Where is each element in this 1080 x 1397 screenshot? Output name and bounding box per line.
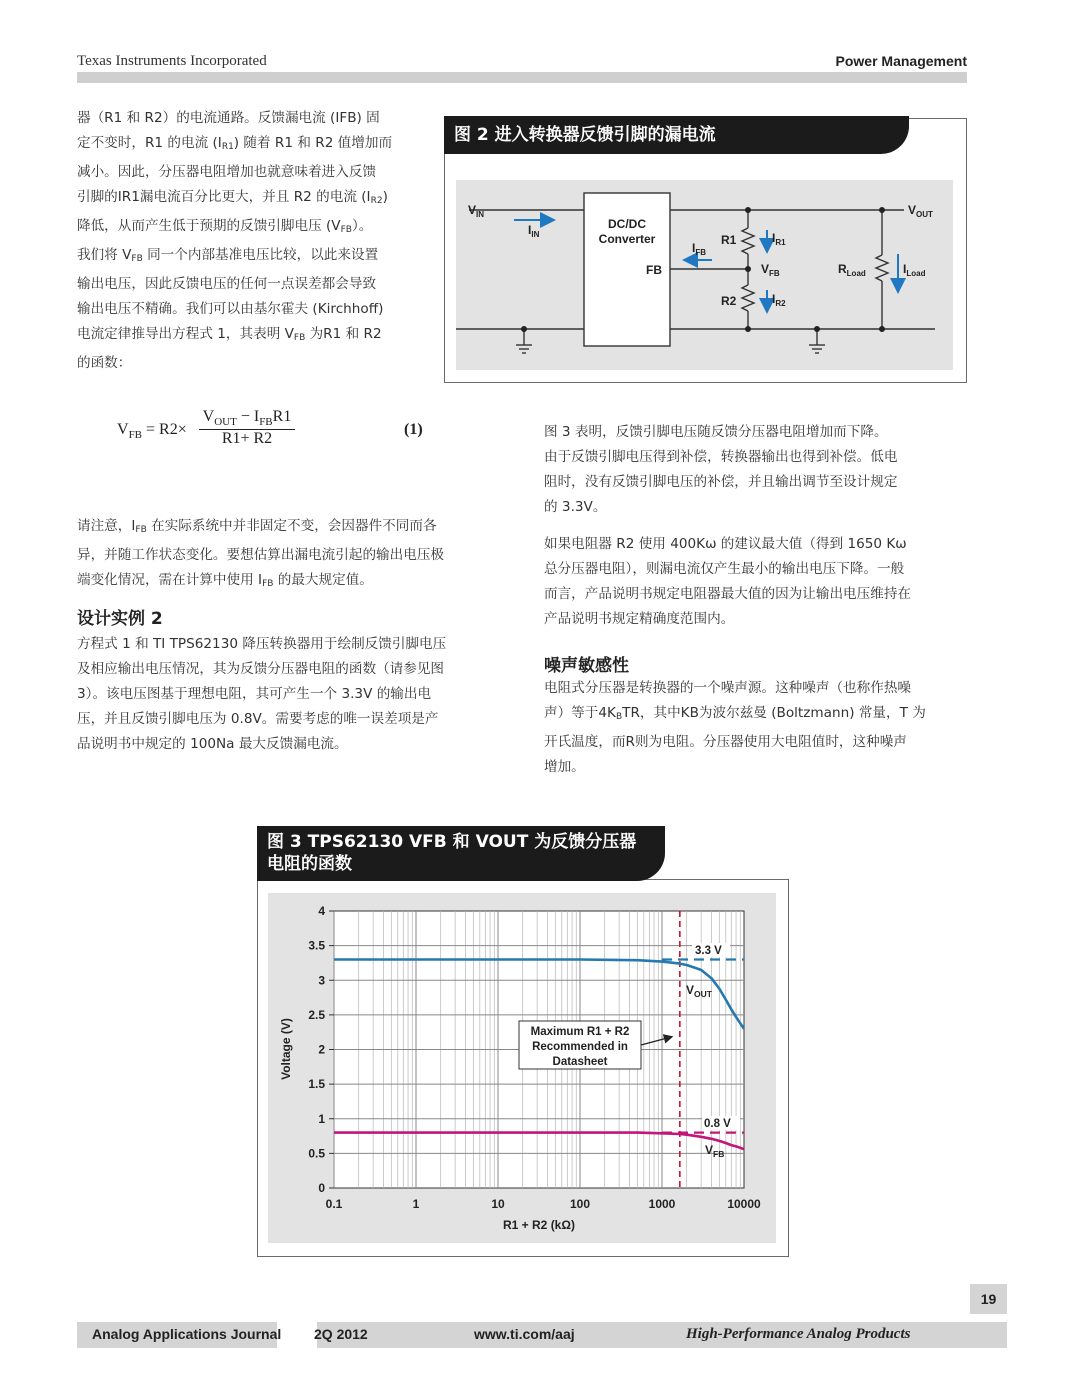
ir2-main: I <box>772 292 776 306</box>
r2-label: R2 <box>721 294 737 308</box>
text-line: 产品说明书规定精确度范围内。 <box>544 611 735 627</box>
text-line: 请注意，I <box>77 518 136 534</box>
y-tick-label: 3 <box>318 973 325 988</box>
text-line: 压，并且反馈引脚电压为 0.8V。需要考虑的唯一误差项是产 <box>77 711 439 727</box>
text-line: 输出电压，因此反馈电压的任何一点误差都会导致 <box>77 276 377 292</box>
y-axis-label: Voltage (V) <box>279 1018 293 1080</box>
text-line: ) <box>382 189 388 205</box>
footer-gap <box>277 1322 317 1348</box>
text-line: 为R1 和 R2 <box>305 326 382 342</box>
right-paragraph-1 <box>544 420 972 520</box>
converter-label-1: DC/DC <box>608 217 646 231</box>
iin-sub: IN <box>531 230 540 239</box>
x-tick-label: 1 <box>412 1197 420 1211</box>
fig3-title <box>257 826 665 881</box>
equation-label: (1) <box>404 421 423 438</box>
text-line: 增加。 <box>544 759 585 775</box>
subscript: R2 <box>370 196 383 206</box>
y-tick-label: 4 <box>318 904 325 918</box>
text-line: 的 3.3V。 <box>544 499 607 515</box>
ir1-sub: R1 <box>775 238 786 247</box>
design-paragraph <box>77 632 517 757</box>
vout-main: V <box>908 203 917 217</box>
text-line: 定不变时，R1 的电流 (I <box>77 135 222 151</box>
iin-label <box>528 223 540 239</box>
ir2-label <box>772 292 786 308</box>
x-tick-label: 10000 <box>727 1197 761 1211</box>
text-line: 异，并随工作状态变化。要想估算出漏电流引起的输出电压极 <box>77 547 445 563</box>
footer-journal: Analog Applications Journal <box>92 1326 282 1342</box>
ifb-sub: FB <box>695 248 707 257</box>
subscript: FB <box>293 333 306 343</box>
eq-text: V <box>117 421 129 438</box>
text-line: TR，其中KB为波尔兹曼 (Boltzmann) 常量，T 为 <box>622 705 926 721</box>
rload-label <box>838 262 866 278</box>
fig2-title: 图 2 进入转换器反馈引脚的漏电流 <box>444 116 909 154</box>
text-line: 器（R1 和 R2）的电流通路。反馈漏电流 (IFB) 固 <box>77 110 380 126</box>
label-vout-sub: OUT <box>694 989 712 999</box>
header-company: Texas Instruments Incorporated <box>77 53 267 69</box>
y-tick-label: 3.5 <box>308 938 325 953</box>
equation-1 <box>117 408 437 458</box>
label-vout-main: V <box>686 983 695 997</box>
subscript: FB <box>262 579 274 589</box>
fig3-chart <box>268 893 776 1243</box>
text-line: ）。 <box>351 218 373 234</box>
annotation-line-3: Datasheet <box>552 1056 608 1068</box>
label-vfb-sub: FB <box>713 1149 725 1159</box>
header-section: Power Management <box>835 53 967 69</box>
text-line: 图 3 表明，反馈引脚电压随反馈分压器电阻增加而下降。 <box>544 424 888 440</box>
text-line: 减小。因此，分压器电阻增加也就意味着进入反馈 <box>77 164 377 180</box>
text-line: 而言，产品说明书规定电阻器最大值的因为让输出电压维持在 <box>544 586 912 602</box>
iin-main: I <box>528 223 532 237</box>
fig2-circuit <box>456 180 953 370</box>
subscript: FB <box>135 525 147 535</box>
annotation-line-2: Recommended in <box>532 1041 628 1053</box>
r1-label: R1 <box>721 233 737 247</box>
y-tick-label: 1 <box>318 1111 325 1126</box>
y-tick-label: 1.5 <box>308 1077 325 1092</box>
iload-sub: Load <box>906 269 926 278</box>
vin-label <box>468 203 484 219</box>
eq-text: − I <box>236 408 260 425</box>
vin-sub: IN <box>476 210 485 219</box>
x-tick-label: 0.1 <box>325 1197 343 1211</box>
text-line: ) 随着 R1 和 R2 值增加而 <box>233 135 393 151</box>
text-line: 端变化情况，需在计算中使用 I <box>77 572 263 588</box>
footer-url: www.ti.com/aaj <box>474 1326 575 1342</box>
text-line: 开氏温度，而R则为电阻。分压器使用大电阻值时，这种噪声 <box>544 734 907 750</box>
eq-sub: FB <box>259 416 273 429</box>
text-line: 声）等于4K <box>544 705 616 721</box>
vout-sub: OUT <box>916 210 933 219</box>
text-line: 我们将 V <box>77 247 132 263</box>
eq-text: = R2× <box>142 421 187 438</box>
text-line: 由于反馈引脚电压得到补偿，转换器输出也得到补偿。低电 <box>544 449 898 465</box>
iload-main: I <box>903 262 907 276</box>
text-line: 阻时，没有反馈引脚电压的补偿，并且输出调节至设计规定 <box>544 474 898 490</box>
ir1-main: I <box>772 231 776 245</box>
header-bar <box>77 72 967 83</box>
eq-sub: OUT <box>214 416 237 429</box>
subscript: B <box>615 712 623 722</box>
ir2-sub: R2 <box>775 299 786 308</box>
fig3-title-line-2: 电阻的函数 <box>267 854 352 874</box>
page-number: 19 <box>970 1284 1007 1314</box>
right-paragraph-3 <box>544 676 972 780</box>
rload-main: R <box>838 262 847 276</box>
vfb-main: V <box>761 262 770 276</box>
text-line: 3）。该电压图基于理想电阻，其可产生一个 3.3V 的输出电 <box>77 686 432 702</box>
fb-pin-label: FB <box>646 263 662 277</box>
eq-text: R1 <box>272 408 292 425</box>
text-line: 输出电压不精确。我们可以由基尔霍夫 (Kirchhoff) <box>77 301 384 317</box>
fig3-title-line-1: 图 3 TPS62130 VFB 和 VOUT 为反馈分压器 <box>267 832 637 852</box>
eq-denominator: R1+ R2 <box>221 430 273 448</box>
label-0.8v: 0.8 V <box>704 1118 731 1130</box>
subscript: FB <box>340 225 352 235</box>
x-axis-label: R1 + R2 (kΩ) <box>503 1218 575 1232</box>
vfb-sub: FB <box>769 269 780 278</box>
converter-label-2: Converter <box>598 232 656 246</box>
text-line: 同一个内部基准电压比较，以此来设置 <box>142 247 379 263</box>
text-line: 电阻式分压器是转换器的一个噪声源。这种噪声（也称作热噪 <box>544 680 912 696</box>
eq-sub: FB <box>128 429 143 442</box>
equation-fraction <box>199 408 295 448</box>
text-line: 总分压器电阻），则漏电流仅产生最小的输出电压下降。一般 <box>544 561 905 577</box>
y-tick-label: 2 <box>318 1042 325 1057</box>
y-tick-label: 0.5 <box>308 1146 325 1161</box>
text-line: 的最大规定值。 <box>273 572 373 588</box>
footer-tagline: High-Performance Analog Products <box>686 1326 911 1342</box>
eq-numerator <box>199 408 295 430</box>
ifb-main: I <box>692 241 696 255</box>
iload-label <box>903 262 926 278</box>
text-line: 电流定律推导出方程式 1，其表明 V <box>77 326 294 342</box>
left-note-paragraph <box>77 514 517 597</box>
x-tick-label: 100 <box>569 1197 591 1211</box>
x-tick-label: 10 <box>491 1197 505 1211</box>
subscript: FB <box>131 254 143 264</box>
footer-issue: 2Q 2012 <box>314 1326 368 1342</box>
text-line: 及相应输出电压情况，其为反馈分压器电阻的函数（请参见图 <box>77 661 445 677</box>
x-tick-label: 1000 <box>648 1197 676 1211</box>
label-3.3v: 3.3 V <box>695 945 722 957</box>
noise-heading: 噪声敏感性 <box>544 656 629 676</box>
eq-text: V <box>202 408 215 425</box>
left-top-paragraph <box>77 106 429 376</box>
text-line: 方程式 1 和 TI TPS62130 降压转换器用于绘制反馈引脚电压 <box>77 636 447 652</box>
equation-lhs <box>117 421 187 441</box>
y-tick-label: 2.5 <box>308 1007 325 1022</box>
rload-sub: Load <box>846 269 866 278</box>
vin-main: V <box>468 203 477 217</box>
fig3-panel <box>268 893 776 1243</box>
ifb-label <box>692 241 706 257</box>
annotation-line-1: Maximum R1 + R2 <box>530 1026 630 1038</box>
design-heading: 设计实例 2 <box>77 609 163 629</box>
fig2-panel <box>456 180 953 370</box>
text-line: 在实际系统中并非固定不变，会因器件不同而各 <box>146 518 437 534</box>
subscript: R1 <box>221 142 234 152</box>
text-line: 降低，从而产生低于预期的反馈引脚电压 (V <box>77 218 341 234</box>
vfb-label <box>761 262 780 278</box>
label-vfb-main: V <box>705 1143 714 1157</box>
text-line: 品说明书中规定的 100Na 最大反馈漏电流。 <box>77 736 348 752</box>
right-paragraph-2 <box>544 532 972 632</box>
text-line: 如果电阻器 R2 使用 400Kω 的建议最大值（得到 1650 Kω <box>544 536 907 552</box>
ir1-label <box>772 231 786 247</box>
vout-label <box>908 203 933 219</box>
text-line: 引脚的IR1漏电流百分比更大，并且 R2 的电流 (I <box>77 189 371 205</box>
text-line: 的函数： <box>77 355 132 371</box>
y-tick-label: 0 <box>318 1181 325 1195</box>
